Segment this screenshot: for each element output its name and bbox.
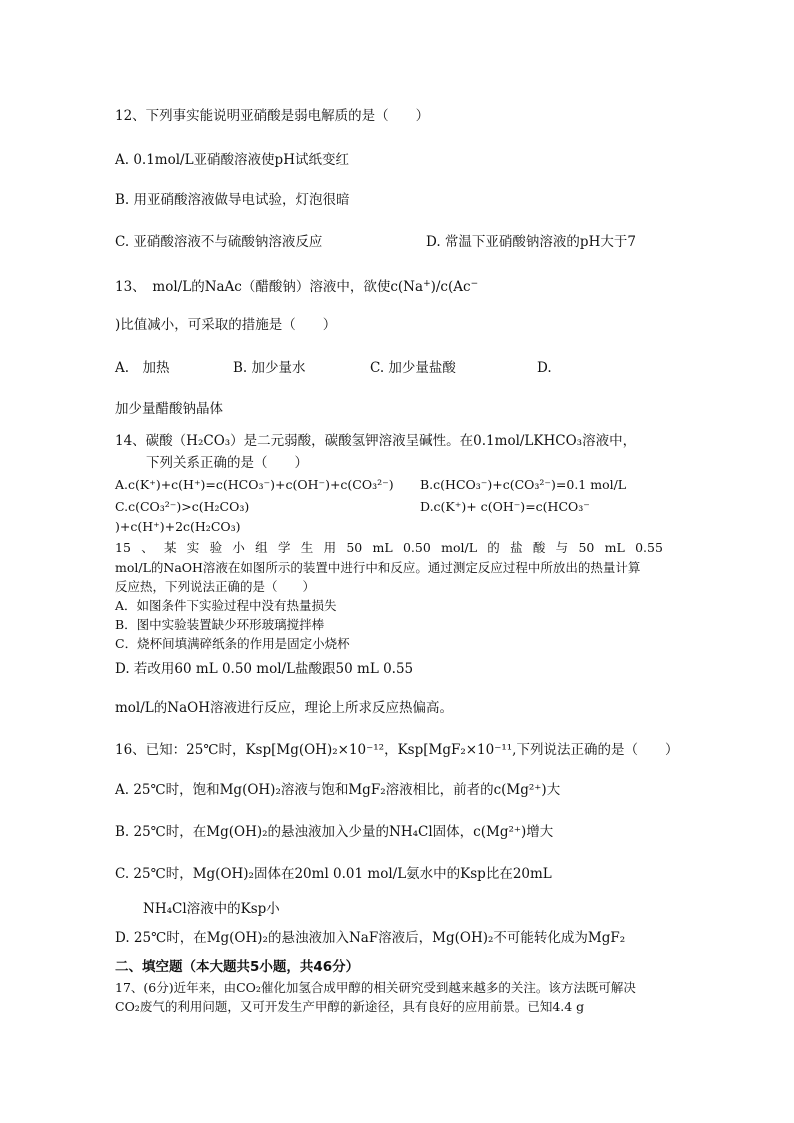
q13-stem xyxy=(115,276,478,295)
q16-option-c: C. 25℃时，Mg(OH)₂固体在20ml 0.01 mol/L氨水中的Ksp比在20mL xyxy=(115,866,552,882)
q12-option-d: D. 常温下亚硝酸钠溶液的pH大于7 xyxy=(426,234,636,250)
q14-option-d: D.c(K⁺)+ c(OH⁻)=c(HCO₃⁻ xyxy=(420,499,590,514)
q13-option-a: A. 加热 xyxy=(115,360,170,376)
q15-word: 某 xyxy=(163,540,177,555)
q14-stem: 14、碳酸（H₂CO₃）是二元弱酸，碳酸氢钾溶液呈碱性。在0.1mol/LKHCO₃溶液中， xyxy=(115,433,637,449)
section-heading: 二、填空题（本大题共5小题，共46分） xyxy=(115,959,360,975)
q16-option-d: D. 25℃时，在Mg(OH)₂的悬浊液加入NaF溶液后，Mg(OH)₂不可能转化成为MgF₂ xyxy=(115,930,626,946)
q15-word: 用 xyxy=(323,540,337,555)
q14-stem-line2: 下列关系正确的是（ ） xyxy=(146,455,308,471)
q15-word: 的 xyxy=(487,540,500,555)
q13-stem-line2: )比值减小，可采取的措施是（ ） xyxy=(115,317,337,333)
q13-stem-sup1: + xyxy=(423,279,431,289)
q15-stem xyxy=(115,540,663,556)
q14-option-a: A.c(K⁺)+c(H⁺)=c(HCO₃⁻)+c(OH⁻)+c(CO₃²⁻) xyxy=(115,477,394,492)
q12-option-b: B. 用亚硝酸溶液做导电试验，灯泡很暗 xyxy=(115,192,350,208)
q13-stem-sup2: − xyxy=(470,279,479,289)
q15-option-d-cont: mol/L的NaOH溶液进行反应，理论上所求反应热偏高。 xyxy=(115,700,453,716)
q15-word: 50 xyxy=(578,540,595,555)
q15-word: mL xyxy=(372,540,393,555)
q15-word: 盐 xyxy=(510,540,523,555)
q14-option-d-cont: )+c(H⁺)+2c(H₂CO₃) xyxy=(115,519,241,534)
q12-option-c: C. 亚硝酸溶液不与硫酸钠溶液反应 xyxy=(115,234,323,250)
q15-word: 、 xyxy=(141,540,154,555)
q15-word: 50 xyxy=(346,540,363,555)
q15-word: 生 xyxy=(300,540,314,555)
q15-word: 与 xyxy=(555,540,569,555)
q14-option-b: B.c(HCO₃⁻)+c(CO₃²⁻)=0.1 mol/L xyxy=(420,477,627,492)
q16-option-a: A. 25℃时，饱和Mg(OH)₂溶液与饱和MgF₂溶液相比，前者的c(Mg²⁺)大 xyxy=(115,782,561,798)
q15-option-c: C．烧杯间填满碎纸条的作用是固定小烧杯 xyxy=(115,636,350,651)
q15-word: 组 xyxy=(255,540,268,555)
q13-option-d: D. xyxy=(537,360,552,376)
q15-word: 0.50 xyxy=(402,540,431,555)
q15-stem-line3: 反应热，下列说法正确的是（ ） xyxy=(115,579,316,594)
q13-option-c: C. 加少量盐酸 xyxy=(370,360,456,376)
q15-option-b: B．图中实验装置缺少环形玻璃搅拌棒 xyxy=(115,617,325,632)
q17-line2: CO₂废气的利用问题，又可开发生产甲醇的新途径，具有良好的应用前景。已知4.4 g xyxy=(115,999,585,1014)
q12-stem: 12、下列事实能说明亚硝酸是弱电解质的是（ ） xyxy=(115,108,430,124)
q15-word: 小 xyxy=(232,540,245,555)
q16-option-b: B. 25℃时，在Mg(OH)₂的悬浊液加入少量的NH₄Cl固体，c(Mg²⁺)增大 xyxy=(115,824,554,840)
q15-option-a: A．如图条件下实验过程中没有热量损失 xyxy=(115,598,337,613)
q14-option-c: C.c(CO₃²⁻)>c(H₂CO₃) xyxy=(115,499,250,514)
q15-word: mL xyxy=(604,540,625,555)
q15-word: 验 xyxy=(209,540,223,555)
q15-word: 酸 xyxy=(532,540,546,555)
q13-option-d-text: 加少量醋酸钠晶体 xyxy=(115,401,223,417)
q12-option-a: A. 0.1mol/L亚硝酸溶液使pH试纸变红 xyxy=(115,152,349,168)
q17-line1: 17、(6分)近年来，由CO₂催化加氢合成甲醇的相关研究受到越来越多的关注。该方法既可解决 xyxy=(115,980,636,995)
q13-stem-part1: 13、 mol/L的NaAc（醋酸钠）溶液中，欲使c(Na xyxy=(115,279,424,295)
q15-word: mol/L xyxy=(441,540,477,555)
q13-option-b: B. 加少量水 xyxy=(233,360,306,376)
q15-word: 实 xyxy=(186,540,200,555)
q16-option-c-cont: NH₄Cl溶液中的Ksp小 xyxy=(143,901,280,917)
q15-stem-line2: mol/L的NaOH溶液在如图所示的装置中进行中和反应。通过测定反应过程中所放出的热量计算 xyxy=(115,560,641,575)
q13-stem-part2: )/c(Ac xyxy=(430,279,471,295)
q15-word: 学 xyxy=(277,540,291,555)
q15-word: 15 xyxy=(115,540,131,555)
q15-option-d: D. 若改用60 mL 0.50 mol/L盐酸跟50 mL 0.55 xyxy=(115,661,414,677)
q15-word: 0.55 xyxy=(635,540,663,555)
q16-stem: 16、已知：25℃时，Ksp[Mg(OH)₂×10⁻¹²，Ksp[MgF₂×10⁻¹¹,下列说法正确的是（ ） xyxy=(115,742,679,758)
